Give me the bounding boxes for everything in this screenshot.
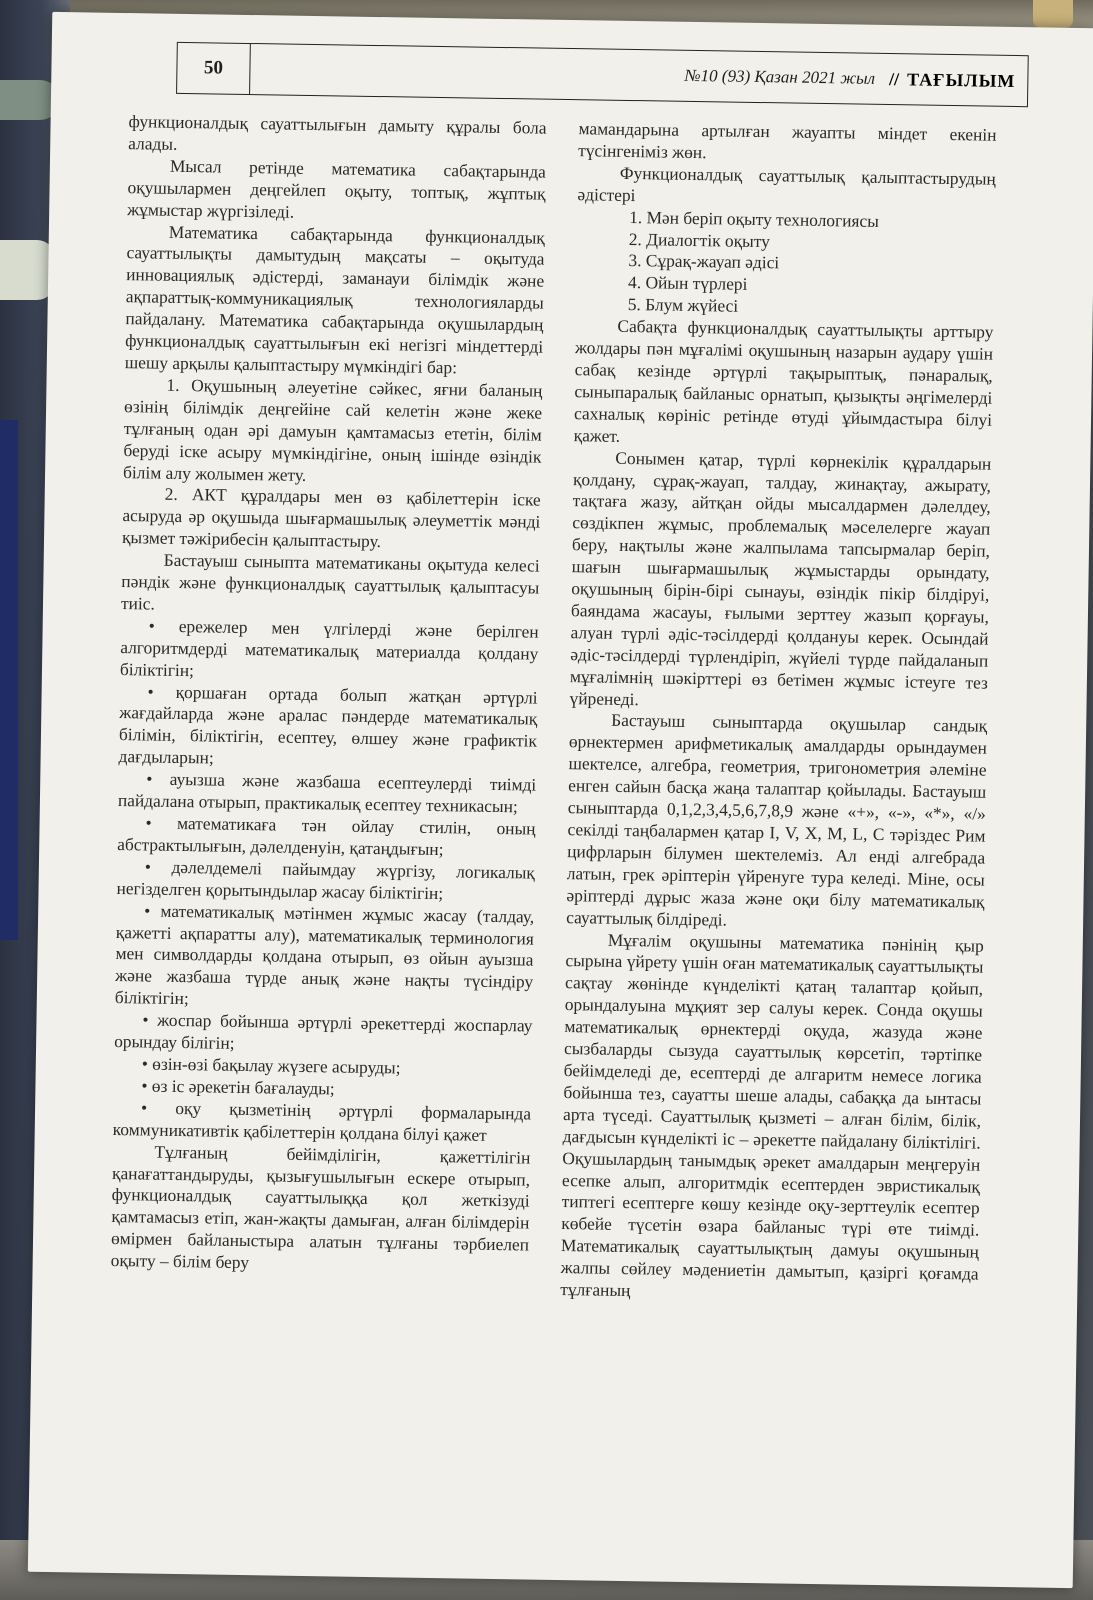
paragraph: Функционалдық сауаттылық қалыптастырудың әдістері (577, 162, 996, 205)
page-number: 50 (177, 43, 251, 94)
right-column (560, 118, 997, 1307)
blue-folder-edge (0, 420, 18, 940)
numbered-item: 4. Ойын түрлері (627, 272, 748, 295)
header-separator: // (888, 68, 900, 89)
paragraph: Тұлғаның бейімділігін, қажеттілігін қанағаттандыруды, қызығушылығын ескере отырып, функционалдық сауаттылыққа қол жеткізуді қамтамасыз етіп, жан-жақты дамыған, алған білімдерін өмірмен байланыстыра алатын тұлғаны тәрбиелеп оқыту – білім беру (110, 1141, 531, 1273)
bullet-item: • математикалық мәтінмен жұмыс жасау (талдау, қажетті ақпаратты алу), математикалық терминология мен символдарды қолдана отырып, өз ойын ауызша және жазбаша түрде анық және нақты түсіндіру біліктігін; (115, 900, 535, 1016)
bullet-item: • қоршаған ортада болып жатқан әртүрлі жағдайларда және аралас пәндерде математикалық білімін, біліктігін, есептеу, өлшеу және графиктік дағдыларын; (118, 681, 537, 775)
page-header (176, 42, 1029, 107)
bullet-item: • жоспар бойынша әртүрлі әрекеттерді жоспарлау орындау білігін; (114, 1009, 533, 1059)
bullet-item: • өз іс әрекетін бағалауды; (113, 1075, 531, 1103)
bullet-item: • ауызша және жазбаша есептеулерді тиімді пайдалана отырып, практикалық есептеу техникасын; (118, 768, 537, 818)
paragraph: Мұғалім оқушыны математика пәнінің қыр сырына үйрету үшін оған математикалық сауаттылықты сақтау жөнінде күнделікті қатаң талаптар қойып, орындалуына мұқият зер салуы керек. Сонда оқушы математикалық өрнектерді оқуда, жазуда және сызбаларды сызуда сауаттылық көрсетіп, тәртіпке бейімделеді де, есептерді де алгаритм немесе логика бойынша тез, сауатты шеше алады, сабаққа да ынтасы арта түседі. Сауаттылық қызметі – алған білім, білік, дағдысын күнделікті іс – әрекетте пайдалану біліктілігі. Оқушылардың танымдық әрекет амалдарын меңгеруін есепке алып, алгоритмдік есептерден эвристикалық типтегі есептерге көшу кезінде оқу-зерттеулік есептер көбейе түсетін өзара байланыс түрі өте тиімді. Математикалық сауаттылықтың дамуы оқушының жалпы сөйлеу мәдениетін дамытып, қазіргі қоғамда тұлғаның (560, 929, 984, 1301)
desk-object (0, 240, 55, 300)
bullet-item: • өзін-өзі бақылау жүзеге асыруды; (114, 1053, 532, 1081)
bullet-item: • ережелер мен үлгілерді және берілген алгоритмдерді математикалық материалда қолдану біліктігін; (120, 615, 539, 687)
numbered-item: 2. Диалогтік оқыту (628, 228, 771, 251)
issue-info: №10 (93) Қазан 2021 жыл (684, 65, 876, 88)
paragraph: Мысал ретінде математика сабақтарында оқушылармен деңгейлеп оқыту, топтық, жұптық жұмыстар жүргізіледі. (127, 155, 547, 222)
paragraph: 1. Оқушының әлеуетіне сәйкес, яғни баланың өзінің білімдік деңгейіне сай келетін және жеке тұлғаның одан әрі дамуын қамтамасыз ететін, білім беруді іске асыру мүмкіндігіне, оның ішінде өзіндік білім алу жолымен жету. (122, 374, 543, 485)
paragraph: функционалдық сауаттылығын дамыту құралы бола алады. (128, 111, 547, 154)
numbered-item: 5. Блум жүйесі (627, 294, 739, 316)
paragraph: Бастауыш сыныптарда оқушылар сандық өрнектермен арифметикалық амалдарды орындаумен шектелсе, алгебра, геометрия, тригонометрия әлеміне енген сайын басқа жаңа талаптар қойылады. Бастауыш сыныптарда 0,1,2,3,4,5,6,7,8,9 және «+», «-», «*», «/» секілді таңбалармен қатар I, V, X, M, L, C тәріздес Рим цифрларын білумен шектелеміз. Ал енді алгебрада латын, грек әріптерін үйренуге тура келеді. Міне, осы әріптерді дұрыс жаза және оқи білу математикалық сауаттылық білдіреді. (566, 710, 988, 930)
binder-clip (1033, 0, 1073, 28)
paragraph: 2. АКТ құралдары мен өз қабілеттерін іске асыруда әр оқушыда шығармашылық әлеуметтік мәнді қызмет тәжірибесін қалыптастыру. (121, 484, 541, 552)
paragraph: Сонымен қатар, түрлі көрнекілік құралдарын қолдану, сұрақ-жауап, талдау, жинақтау, ажырату, тақтаға жазу, айтқан ойды мысалдармен дәлелдеу, сөздікпен жұмыс, проблемалық мәселелерге жауап беру, нақтылы және жалпылама тапсырмалар беріп, шағын шығармашылық жұмыстарды орындату, оқушының бірін-бірі сынауы, өзіндік пікір білдіруі, баяндама жасауы, ғылыми зерттеу жазып қорғауы, алуан түрлі әдіс-тәсілдерді қолдануы керек. Осындай әдіс-тәсілдерді түрлендіріп, жүйелі түрде пайдаланып мұғалімнің шәкірттері өз бетімен жұмыс істеуге тез үйренеді. (569, 447, 992, 709)
bullet-item: • дәлелдемелі пайымдау жүргізу, логикалық негізделген қорытындылар жасау біліктігін; (116, 856, 535, 906)
left-column (111, 111, 547, 1278)
journal-title: ТАҒЫЛЫМ (906, 68, 1016, 91)
bullet-item: • математикаға тән ойлау стилін, оның абстрактылығын, дәлелденуін, қатаңдығын; (117, 812, 536, 862)
numbered-item: 3. Сұрақ-жауап әдісі (628, 250, 780, 273)
journal-page (28, 12, 1093, 1588)
bullet-item: • оқу қызметінің әртүрлі формаларында коммуникативтік қабілеттерін қолдана білуі қажет (113, 1097, 532, 1147)
paragraph: Математика сабақтарында функционалдық сауаттылықты дамытудың мақсаты – оқытуда инновациялық әдістерді, заманауи білімдік және ақпараттық-коммуникациялық технологияларды пайдалану. Математика сабақтарында оқушылардың функционалдық сауаттылығын екі негізгі міндеттерді шешу арқылы қалыптастыру мүмкіндігі бар: (124, 221, 545, 378)
numbered-item: 1. Мән беріп оқыту технологиясы (629, 206, 880, 231)
paragraph: Сабақта функционалдық сауаттылықты арттыру жолдары пән мұғалімі оқушының назарын аудару үшін сабақ кезінде әртүрлі тақырыптық, пәнаралық, сыныпаралық байланыс орнатып, қызықты әңгімелерді сахналық көрініс ретінде өтуді ұйымдастыра білуі қажет. (573, 315, 994, 446)
paragraph: Бастауыш сыныпта математиканы оқытуда келесі пәндік және функционалдық сауаттылық қалыптасуы тиіс. (120, 549, 540, 614)
paragraph: мамандарына артылған жауапты міндет екенін түсінгеніміз жөн. (578, 118, 997, 163)
